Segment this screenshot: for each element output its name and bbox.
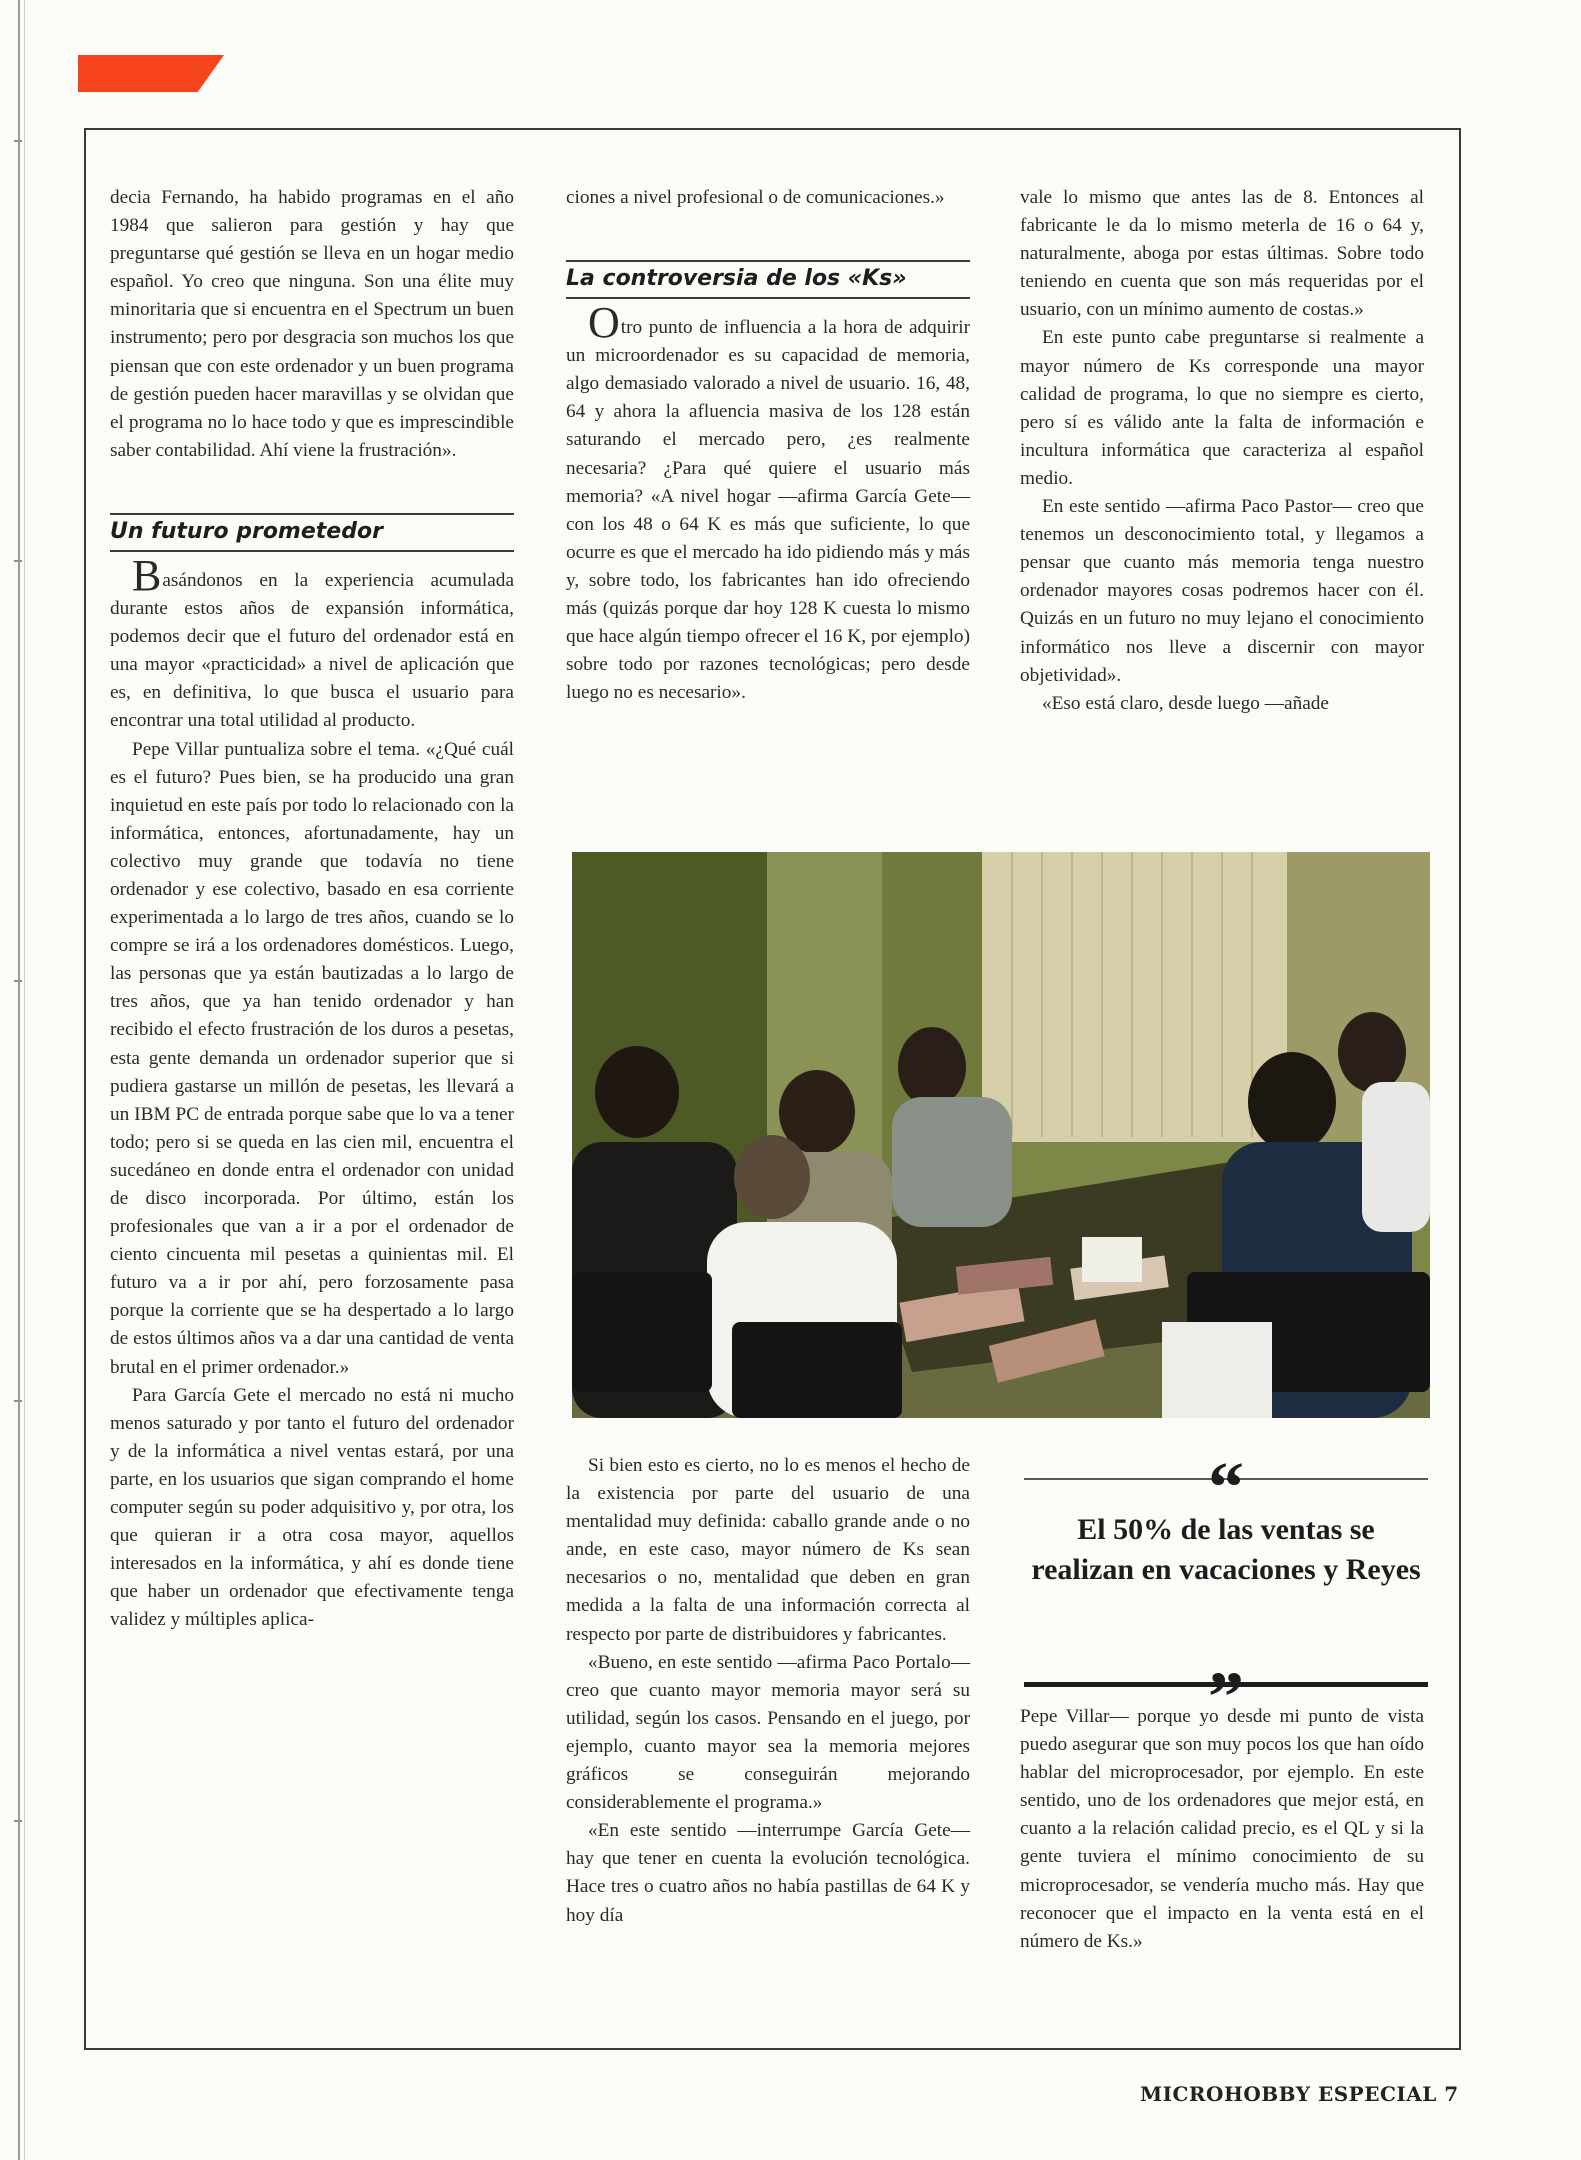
page-binding-edge	[18, 0, 25, 2160]
paragraph: Pepe Villar— porque yo desde mi punto de vista puedo asegurar que son muy pocos los que han oído hablar del microprocesador, por ejemplo. En este sentido, uno de los ordenadores que mejor está, en cuanto a la relación calidad precio, es el QL y si la gente tuviera el mínimo conocimiento de su microprocesador, se vendería mucho más. Hay que reconocer que el impacto en la venta está en el número de Ks.»	[1020, 1706, 1424, 1952]
page-footer: MICROHOBBY ESPECIAL 7	[1140, 2082, 1459, 2106]
paragraph: En este punto cabe preguntarse si realmente a mayor número de Ks corresponde una mayor calidad de programa, lo que no siempre es cierto, pero sí es válido ante la falta de información e incultura informática que caracteriza al español medio.	[1020, 327, 1424, 489]
binding-mark	[14, 560, 22, 562]
drop-cap: B	[132, 550, 162, 600]
paragraph: decia Fernando, ha habido programas en el año 1984 que salieron para gestión y hay que preguntarse qué gestión se lleva en un hogar medio español. Yo creo que ninguna. Son una élite muy minoritaria que si encuentra en el Spectrum un buen instrumento; pero por desgracia son muchos los que piensan que con este ordenador y un buen programa de gestión pueden hacer maravillas y se olvidan que el programa no lo hace todo y que es imprescindible saber contabilidad. Ahí viene la frustración».	[110, 187, 514, 461]
column-2-top	[566, 184, 970, 707]
column-1	[110, 184, 514, 1635]
paragraph: Basándonos en la experiencia acumulada durante estos años de expansión informática, podemos decir que el futuro del ordenador está en una mayor «practicidad» a nivel de aplicación que es, en definitiva, lo que busca el usuario para encontrar una total utilidad al producto.	[110, 550, 514, 732]
close-quote-icon: ”	[1208, 1657, 1244, 1737]
open-quote-icon: “	[1208, 1447, 1244, 1527]
binding-mark	[14, 980, 22, 982]
paragraph: Pepe Villar puntualiza sobre el tema. «¿Qué cuál es el futuro? Pues bien, se ha producido una gran inquietud en este país por todo lo relacionado con la informática, entonces, afortunadamente, hay un colectivo muy grande que todavía no tiene ordenador y ese colectivo, basado en esa corriente experimentada a lo largo de tres años, cuando se lo compre se irá a los ordenadores domésticos. Luego, las personas que ya están bautizadas a lo largo de tres años, que ya han tenido ordenador y han recibido el efecto frustración de los duros a pesetas, esta gente demanda un ordenador superior que si pudiera gastarse un millón de pesetas, les llevará a un IBM PC de entrada porque sabe que lo va a tener todo; pero si se queda en las cien mil, encuentra el sucedáneo en donde entra el ordenador con unidad de disco incorporada. Por último, están los profesionales que van a ir a por el ordenador de ciento cincuenta mil pesetas a quinientas mil. El futuro va a ir por ahí, pero forzosamente pasa porque la corriente que se ha despertado a lo largo de estos últimos años va a dar una cantidad de venta brutal en el primer ordenador.»	[110, 738, 514, 1378]
subhead-controversia: La controversia de los «Ks»	[566, 260, 970, 299]
paragraph: «Eso está claro, desde luego —añade	[1042, 692, 1329, 714]
column-3-top	[1020, 184, 1424, 718]
binding-mark	[14, 1400, 22, 1402]
column-3-bottom	[1020, 1703, 1424, 1956]
binding-mark	[14, 1820, 22, 1822]
paragraph: vale lo mismo que antes las de 8. Entonces al fabricante le da lo mismo meterla de 16 o 64 y, naturalmente, aboga por estas últimas. Sobre todo teniendo en cuenta que son más requeridas por el usuario, con un mínimo aumento de costas.»	[1020, 187, 1424, 321]
paragraph: Si bien esto es cierto, no lo es menos el hecho de la existencia por parte del usuario de una mentalidad muy definida: caballo grande ande o no ande, en este caso, mayor número de Ks sean necesarios o no, mentalidad que deben en gran medida a la falta de una información correcta al respecto por parte de distribuidores y fabricantes.	[566, 1455, 970, 1645]
meeting-photo	[572, 852, 1430, 1418]
drop-cap: O	[588, 298, 620, 348]
binding-mark	[14, 140, 22, 142]
paragraph: Para García Gete el mercado no está ni mucho menos saturado y por tanto el futuro del ordenador y de la informática a nivel ventas estará, por una parte, en los usuarios que sigan comprando el home computer según su poder adquisitivo y, por otra, los que quieran ir a otra cosa mayor, aquellos interesados en la informática, y ahí es donde tiene que haber un ordenador que efectivamente tenga validez y múltiples aplica-	[110, 1384, 514, 1631]
paragraph: «En este sentido —interrumpe García Gete— hay que tener en cuenta la evolución tecnológica. Hace tres o cuatro años no había pastillas de 64 K y hoy día	[566, 1820, 970, 1926]
column-2-bottom	[566, 1452, 970, 1930]
section-accent-tab	[78, 55, 224, 92]
subhead-futuro: Un futuro prometedor	[110, 513, 514, 552]
paragraph: ciones a nivel profesional o de comunicaciones.»	[566, 187, 945, 208]
pull-quote-text: El 50% de las ventas se realizan en vacaciones y Reyes	[1031, 1513, 1421, 1586]
paragraph: En este sentido —afirma Paco Pastor— creo que tenemos un desconocimiento total, y llegamos a pensar que cuanto más memoria tenga nuestro ordenador mayores cosas podremos hacer con él. Quizás en un futuro no muy lejano el conocimiento informático nos lleve a discernir con mayor objetividad».	[1020, 496, 1424, 686]
paragraph: «Bueno, en este sentido —afirma Paco Portalo— creo que cuanto mayor memoria mayor será su utilidad, según los casos. Pensando en el juego, por ejemplo, cuanto mayor sea la memoria mejores gráficos se conseguirán mejorando considerablemente el programa.»	[566, 1651, 970, 1814]
paragraph: Otro punto de influencia a la hora de adquirir un microordenador es su capacidad de memoria, algo demasiado valorado a nivel de usuario. 16, 48, 64 y ahora la afluencia masiva de los 128 están saturando el mercado pero, ¿es realmente necesaria? ¿Para qué quiere el usuario más memoria? «A nivel hogar —afirma García Gete— con los 48 o 64 K es más que suficiente, lo que ocurre es que el mercado ha ido pidiendo más y más y, sobre todo, los fabricantes han ido ofreciendo más (quizás porque dar hoy 128 K cuesta lo mismo que hace algún tiempo ofrecer el 16 K, por ejemplo) sobre todo por razones tecnológicas; pero desde luego no es necesario».	[566, 298, 970, 704]
